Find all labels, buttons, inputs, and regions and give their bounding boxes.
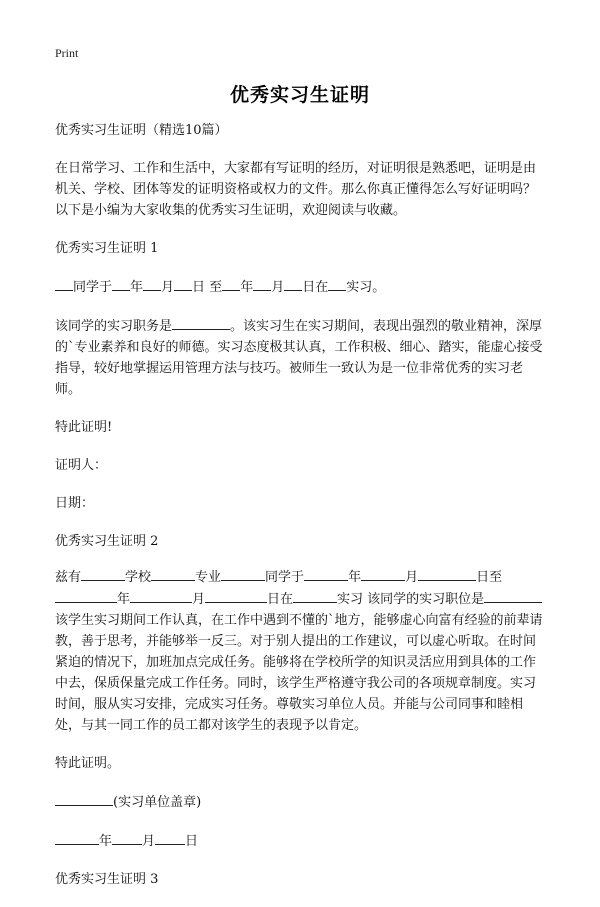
section-3-heading: 优秀实习生证明 3	[55, 872, 159, 887]
blank-field	[155, 830, 185, 845]
blank-field	[130, 588, 192, 603]
blank-field	[293, 588, 337, 603]
section-1-signer: 证明人：	[55, 458, 108, 473]
section-2-heading: 优秀实习生证明 2	[55, 534, 159, 549]
blank-field	[205, 588, 267, 603]
blank-field	[304, 566, 348, 581]
blank-field	[112, 276, 130, 291]
document-title: 优秀实习生证明	[229, 84, 370, 106]
blank-field	[418, 566, 476, 581]
blank-field	[172, 315, 230, 330]
document-content	[55, 120, 547, 907]
section-2-date-line: 年 月 日	[55, 830, 547, 852]
section-1-closing: 特此证明!	[55, 420, 113, 435]
blank-field	[55, 588, 117, 603]
blank-field	[81, 566, 125, 581]
blank-field	[112, 830, 142, 845]
subtitle: 优秀实习生证明（精选10篇）	[55, 123, 228, 138]
section-2-body: 兹有 学校 专业 同学于 年 月 日至年 月 日在 实习 该同学的实习职位是该学生实习期间工作认真，在工作中遇到不懂的`地方，能够虚心向富有经验的前辈请教，善于思考，并能够举一反三。对于别人提出的工作建议，可以虚心听取。在时间紧迫的情况下，加班加点完成任务。能够将在学校所学的知识灵活应用到具体的工作中去，保质保量完成工作任务。同时，该学生严格遵守我公司的各项规章制度。实习时间，服从实习安排，完成实习任务。尊敬实习单位人员。并能与公司同事和睦相处，与其一同工作的员工都对该学生的表现予以肯定。	[55, 566, 547, 736]
blank-field	[55, 791, 113, 806]
blank-field	[55, 830, 99, 845]
blank-field	[221, 566, 265, 581]
section-1-heading: 优秀实习生证明 1	[55, 241, 159, 256]
section-2-stamp-line: (实习单位盖章)	[55, 791, 547, 813]
blank-field	[328, 276, 346, 291]
blank-field	[253, 276, 271, 291]
blank-field	[143, 276, 161, 291]
blank-field	[151, 566, 195, 581]
section-2-closing: 特此证明。	[55, 756, 121, 771]
blank-field	[484, 588, 542, 603]
blank-field	[55, 276, 73, 291]
blank-field	[284, 276, 302, 291]
blank-field	[222, 276, 240, 291]
blank-field	[361, 566, 405, 581]
blank-field	[174, 276, 192, 291]
intro-paragraph: 在日常学习、工作和生活中，大家都有写证明的经历，对证明很是熟悉吧，证明是由机关、学校、团体等发的证明资格或权力的文件。那么你真正懂得怎么写好证明吗？以下是小编为大家收集的优秀实习生证明，欢迎阅读与收藏。	[55, 161, 537, 218]
section-1-date-line: 同学于 年 月 日 至 年 月 日在 实习。	[55, 276, 547, 298]
print-label[interactable]: Print	[55, 46, 79, 60]
section-1-body: 该同学的实习职务是 。该实习生在实习期间，表现出强烈的敬业精神，深厚的`专业素养和良好的师德。实习态度极其认真，工作积极、细心、踏实，能虚心接受指导，较好地掌握运用管理方法与技巧。被师生一致认为是一位非常优秀的实习老师。	[55, 315, 547, 400]
section-1-date: 日期：	[55, 496, 95, 511]
